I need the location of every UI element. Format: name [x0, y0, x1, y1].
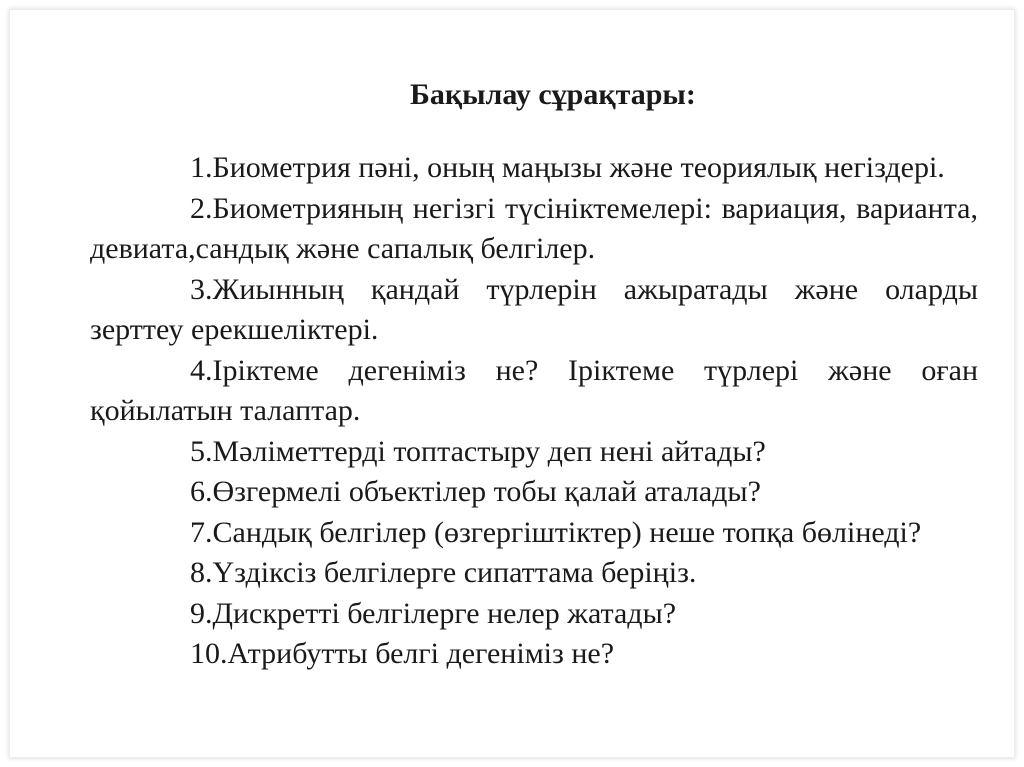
question-text: Өзгермелі объектілер тобы қалай аталады?: [212, 475, 761, 508]
question-text: Сандық белгілер (өзгергіштіктер) неше топқа бөлінеді?: [212, 515, 922, 549]
question-text: Жиынның қандай түрлерін ажыратады және оларды зерттеу ерекшеліктері.: [90, 272, 978, 346]
list-item: [90, 513, 978, 554]
question-text: Биометрияның негізгі түсініктемелері: вариация, варианта, девиата,сандық және сапалық белгілер.: [90, 191, 978, 265]
slide: [10, 10, 1014, 757]
question-text: Үздіксіз белгілерге сипаттама беріңіз.: [212, 556, 697, 589]
question-number: 2.: [190, 191, 213, 225]
question-number: 8.: [190, 556, 213, 589]
question-number: 1.: [190, 151, 213, 184]
question-number: 4.: [190, 353, 213, 387]
list-item: [90, 553, 978, 594]
list-item: [90, 594, 978, 635]
question-text: Мәліметтерді топтастыру деп нені айтады?: [212, 434, 766, 468]
question-number: 10.: [190, 637, 228, 670]
question-text: Іріктеме дегеніміз не? Іріктеме түрлері және оған қойылатын талаптар.: [90, 353, 978, 427]
list-item: [90, 472, 978, 513]
list-item: [90, 270, 978, 351]
question-number: 5.: [190, 434, 213, 468]
question-number: 9.: [190, 596, 213, 630]
list-item: [90, 432, 978, 473]
question-list: [90, 148, 978, 675]
question-number: 3.: [190, 272, 213, 306]
question-number: 6.: [190, 475, 213, 508]
question-number: 7.: [190, 515, 213, 549]
list-item: [90, 634, 978, 675]
question-text: Атрибутты белгі дегеніміз не?: [227, 637, 615, 670]
list-item: [90, 351, 978, 432]
list-item: [90, 148, 978, 189]
question-text: Биометрия пәні, оның маңызы және теориялық негіздері.: [212, 151, 945, 184]
list-item: [90, 189, 978, 270]
question-text: Дискретті белгілерге нелер жатады?: [212, 596, 677, 630]
slide-title: Бақылау сұрақтары:: [410, 78, 696, 111]
